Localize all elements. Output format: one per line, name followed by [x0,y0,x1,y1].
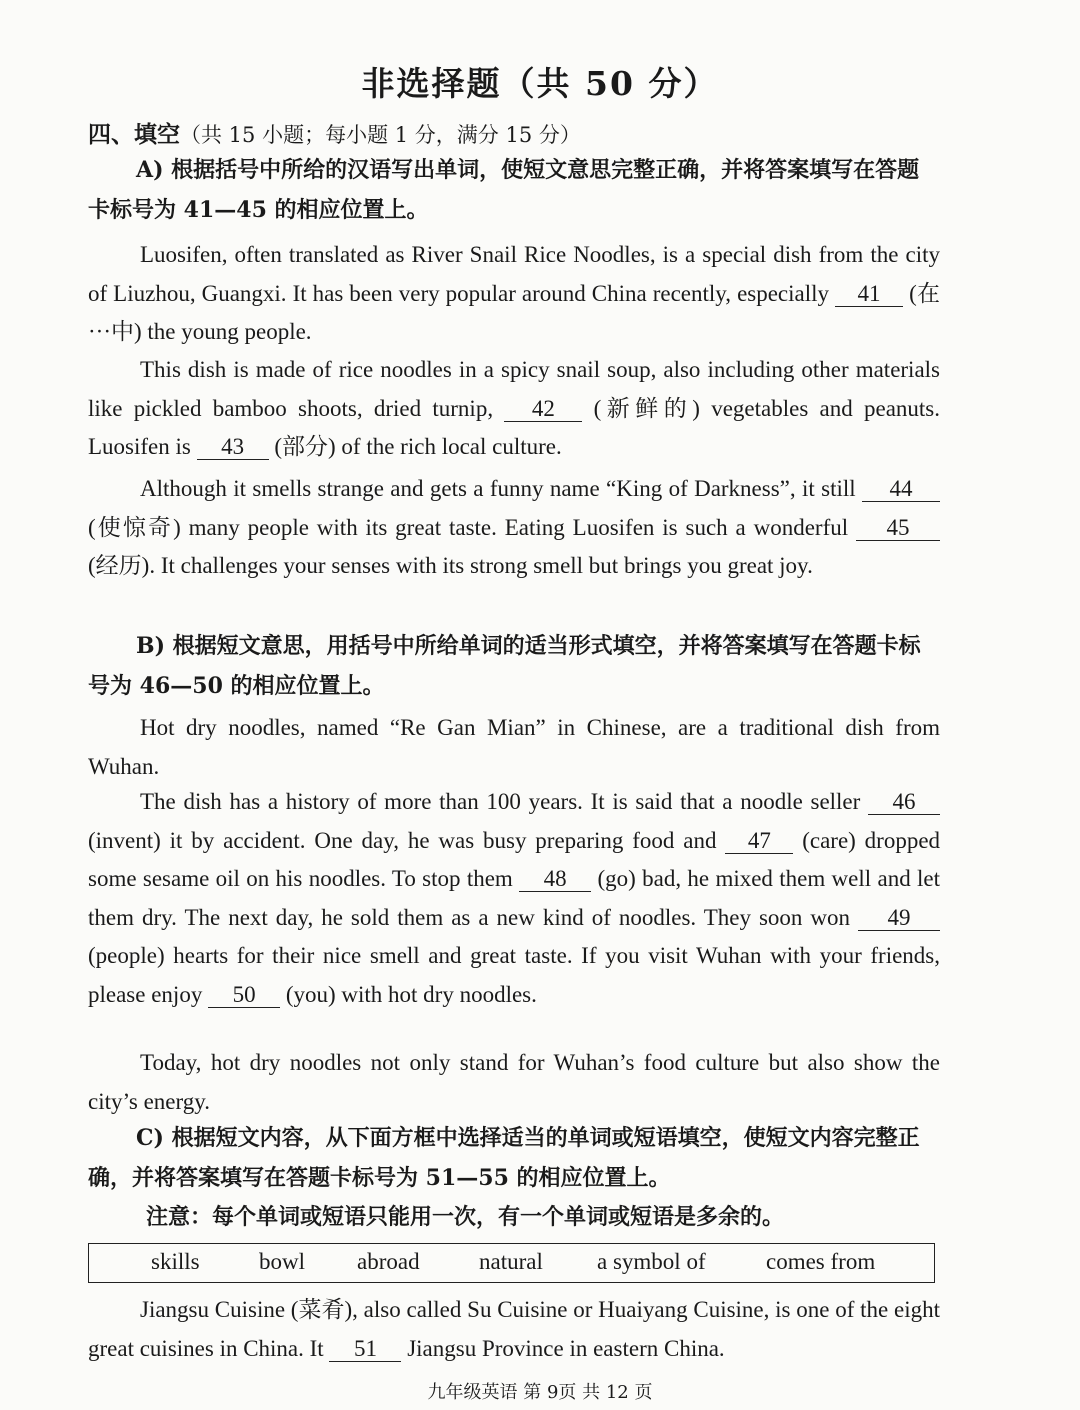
word-bank-item: natural [479,1249,543,1274]
answer-blank-49: 49 [858,906,940,931]
section-heading [88,116,581,149]
answer-blank-44: 44 [862,477,940,502]
page-footer: 九年级英语 第 9页 共 12 页 [427,1382,653,1403]
word-bank-box [88,1243,935,1283]
answer-blank-51: 51 [329,1337,401,1362]
word-bank-item: a symbol of [597,1249,706,1274]
part-c-instruction: C) 根据短文内容，从下面方框中选择适当的单词或短语填空，使短文内容完整正确，并将答案填写在答题卡标号为 51—55 的相应位置上。 [88,1125,920,1191]
word-bank-item: skills [151,1249,200,1274]
section-heading-note: （共 15 小题；每小题 1 分，满分 15 分） [180,123,581,147]
part-b-paragraph-3: Today, hot dry noodles not only stand for Wuhan’s food culture but also show the city’s energy. [88,1050,940,1114]
part-a-paragraph-2: This dish is made of rice noodles in a spicy snail soup, also including other materials like pickled bamboo shoots, dried turnip, 42 (新鲜的) vegetables and peanuts. Luosifen is 43 (部分) of the rich local culture. [88,357,940,459]
part-b-paragraph-1: Hot dry noodles, named “Re Gan Mian” in Chinese, are a traditional dish from Wuhan. [88,715,940,779]
answer-blank-42: 42 [504,397,582,422]
answer-blank-41: 41 [835,282,903,307]
part-a-paragraph-1: Luosifen, often translated as River Snail Rice Noodles, is a special dish from the city of Liuzhou, Guangxi. It has been very popular around China recently, especially 41 (在···中) the young people. [88,242,940,344]
part-a-instruction: A) 根据括号中所给的汉语写出单词，使短文意思完整正确，并将答案填写在答题卡标号为 41—45 的相应位置上。 [88,157,920,223]
part-b-instruction: B) 根据短文意思，用括号中所给单词的适当形式填空，并将答案填写在答题卡标号为 46—50 的相应位置上。 [88,633,921,699]
answer-blank-46: 46 [868,790,940,815]
answer-blank-43: 43 [197,435,269,460]
part-c-paragraph-1: Jiangsu Cuisine (菜肴), also called Su Cuisine or Huaiyang Cuisine, is one of the eight great cuisines in China. It 51 Jiangsu Province in eastern China. [88,1297,940,1361]
page-title: 非选择题（共 50 分） [361,64,719,103]
part-c-notice: 注意：每个单词或短语只能用一次，有一个单词或短语是多余的。 [146,1204,785,1230]
word-bank-item: bowl [259,1249,305,1274]
answer-blank-48: 48 [519,867,591,892]
answer-blank-50: 50 [208,983,280,1008]
part-b-paragraph-2: The dish has a history of more than 100 years. It is said that a noodle seller 46 (invent) it by accident. One day, he was busy preparing food and 47 (care) dropped some sesame oil on his noodles. To stop them 48 (go) bad, he mixed them well and let them dry. The next day, he sold them as a new kind of noodles. They soon won 49 (people) hearts for their nice smell and great taste. If you visit Wuhan with your friends, please enjoy 50 (you) with hot dry noodles. [88,789,941,1007]
answer-blank-45: 45 [856,516,940,541]
word-bank-item: comes from [766,1249,876,1274]
part-a-paragraph-3: Although it smells strange and gets a funny name “King of Darkness”, it still 44 (使惊奇) many people with its great taste. Eating Luosifen is such a wonderful 45 (经历). It challenges your senses with its strong smell but brings you great joy. [88,470,940,586]
section-heading-label: 四、填空 [88,121,180,148]
word-bank-item: abroad [357,1249,420,1274]
answer-blank-47: 47 [725,829,793,854]
